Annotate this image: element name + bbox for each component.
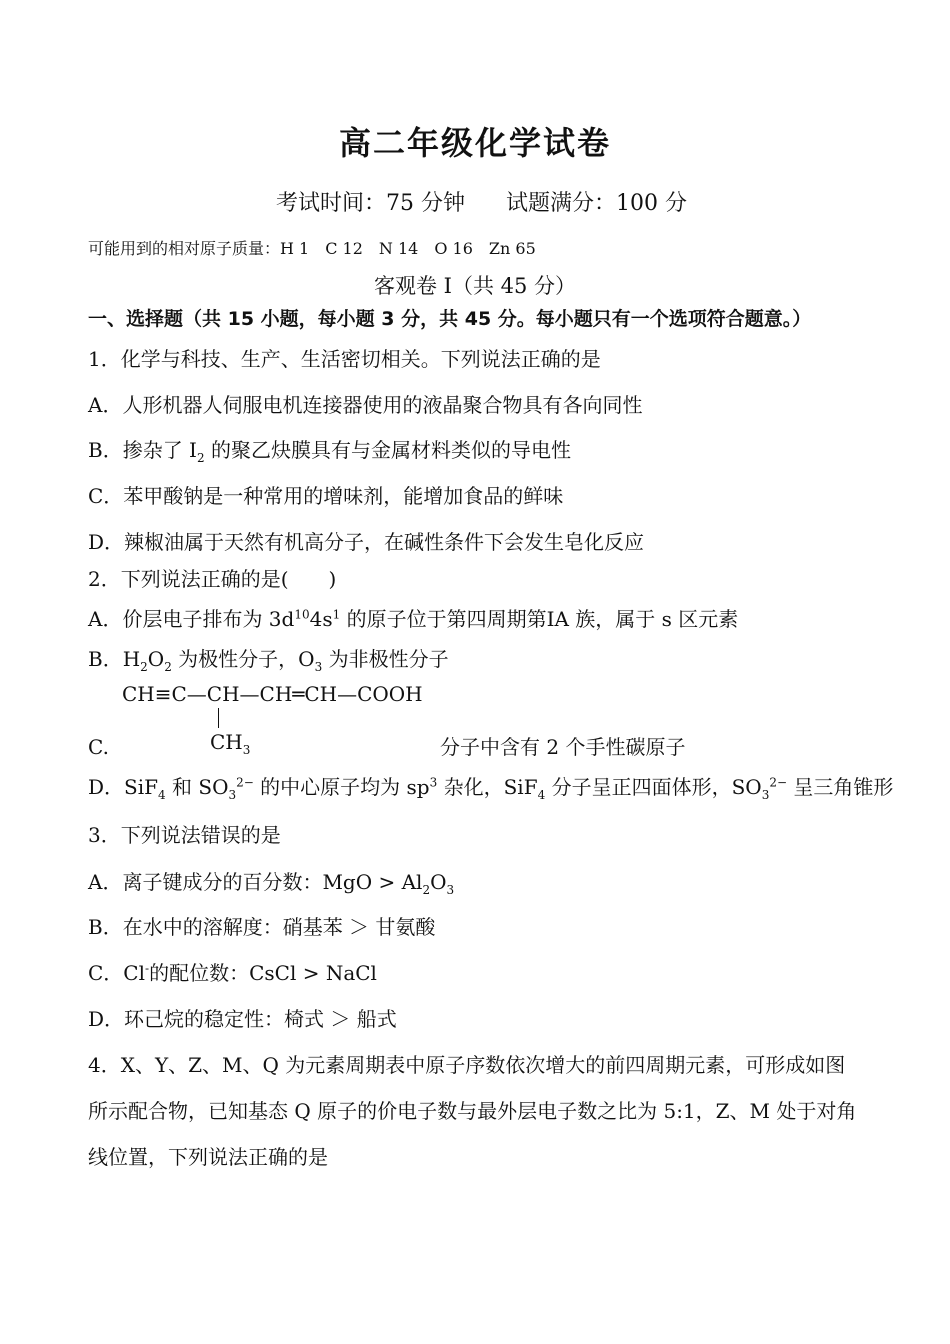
q3-c-text: C．Cl	[88, 961, 146, 985]
formula-main-chain: CH≡C—CH—CH═CH—COOH	[122, 682, 423, 706]
atomic-mass-note: 可能用到的相对原子质量：H 1 C 12 N 14 O 16 Zn 65	[88, 239, 536, 258]
q2-option-a	[88, 606, 738, 632]
q2-b-text: B．H	[88, 647, 141, 671]
q2-d-text: D．SiF	[88, 775, 159, 799]
subscript: 3	[314, 660, 323, 674]
superscript: 2−	[236, 775, 254, 790]
q4-line-1: 4．X、Y、Z、M、Q 为元素周期表中原子序数依次增大的前四周期元素，可形成如图	[88, 1053, 846, 1077]
formula-branch-bond	[218, 708, 219, 728]
subscript: 3	[761, 788, 770, 802]
q2-stem: 2．下列说法正确的是( )	[88, 567, 337, 591]
subscript: 4	[158, 788, 166, 802]
q2-d-text: 呈三角锥形	[787, 775, 894, 799]
q3-option-a	[88, 869, 454, 895]
q2-a-text: 4s	[309, 607, 333, 631]
q1-b-text: B．掺杂了 I	[88, 438, 197, 462]
q2-a-text: A．价层电子排布为 3d	[88, 607, 295, 631]
q2-d-text: 的中心原子均为 sp	[253, 775, 430, 799]
formula-branch-methyl	[210, 730, 251, 757]
q4-line-3: 线位置，下列说法正确的是	[88, 1145, 328, 1169]
q3-a-text: O	[430, 870, 447, 894]
exam-time: 考试时间：75 分钟	[276, 191, 465, 216]
q2-d-text: 分子呈正四面体形，SO	[545, 775, 762, 799]
q3-stem: 3．下列说法错误的是	[88, 823, 281, 847]
full-score: 试题满分：100 分	[506, 191, 687, 216]
subscript: 2	[140, 660, 148, 674]
superscript: 3	[429, 775, 438, 790]
subscript: 2	[164, 660, 172, 674]
q1-option-a: A．人形机器人伺服电机连接器使用的液晶聚合物具有各向同性	[88, 393, 643, 417]
q3-option-d: D．环己烷的稳定性：椅式 ＞ 船式	[88, 1007, 397, 1031]
q1-option-b	[88, 437, 571, 463]
superscript: 1	[332, 607, 341, 622]
superscript: 10	[294, 607, 310, 622]
superscript: -	[145, 961, 150, 976]
q2-b-text: 为非极性分子	[322, 647, 449, 671]
q3-a-text: A．离子键成分的百分数：MgO > Al	[88, 870, 423, 894]
q2-option-c-label: C.	[88, 735, 109, 759]
subscript: 3	[228, 788, 237, 802]
subscript: 2	[196, 451, 205, 465]
q2-option-d	[88, 774, 893, 800]
q1-stem: 1．化学与科技、生产、生活密切相关。下列说法正确的是	[88, 347, 601, 371]
subscript: 4	[537, 788, 546, 802]
subscript: 3	[242, 743, 251, 757]
section-instruction: 一、选择题（共 15 小题，每小题 3 分，共 45 分。每小题只有一个选项符合题意。）	[88, 308, 812, 330]
q3-c-text: 的配位数：CsCl > NaCl	[149, 961, 377, 985]
q2-option-c-text: 分子中含有 2 个手性碳原子	[440, 735, 686, 759]
superscript: 2−	[769, 775, 788, 790]
section-title: 客观卷 I（共 45 分）	[373, 274, 577, 298]
q1-option-d: D．辣椒油属于天然有机高分子，在碱性条件下会发生皂化反应	[88, 530, 645, 554]
q2-b-text: 为极性分子，O	[171, 647, 315, 671]
q2-a-text: 的原子位于第四周期第ⅠA 族，属于 s 区元素	[340, 607, 739, 631]
q4-line-2: 所示配合物，已知基态 Q 原子的价电子数与最外层电子数之比为 5:1，Z、M 处于对角	[88, 1099, 857, 1123]
q3-option-b: B．在水中的溶解度：硝基苯 ＞ 甘氨酸	[88, 915, 436, 939]
q2-b-text: O	[147, 647, 165, 671]
q3-option-c	[88, 960, 377, 986]
q1-option-c: C．苯甲酸钠是一种常用的增味剂，能增加食品的鲜味	[88, 484, 564, 508]
exam-title: 高二年级化学试卷	[338, 124, 611, 162]
subscript: 2	[422, 883, 431, 897]
q2-d-text: 和 SO	[165, 775, 229, 799]
subscript: 3	[446, 883, 455, 897]
q1-b-text: 的聚乙炔膜具有与金属材料类似的导电性	[204, 438, 571, 462]
q2-d-text: 杂化，SiF	[437, 775, 538, 799]
formula-branch-text: CH	[210, 730, 243, 754]
q2-option-b	[88, 646, 449, 672]
